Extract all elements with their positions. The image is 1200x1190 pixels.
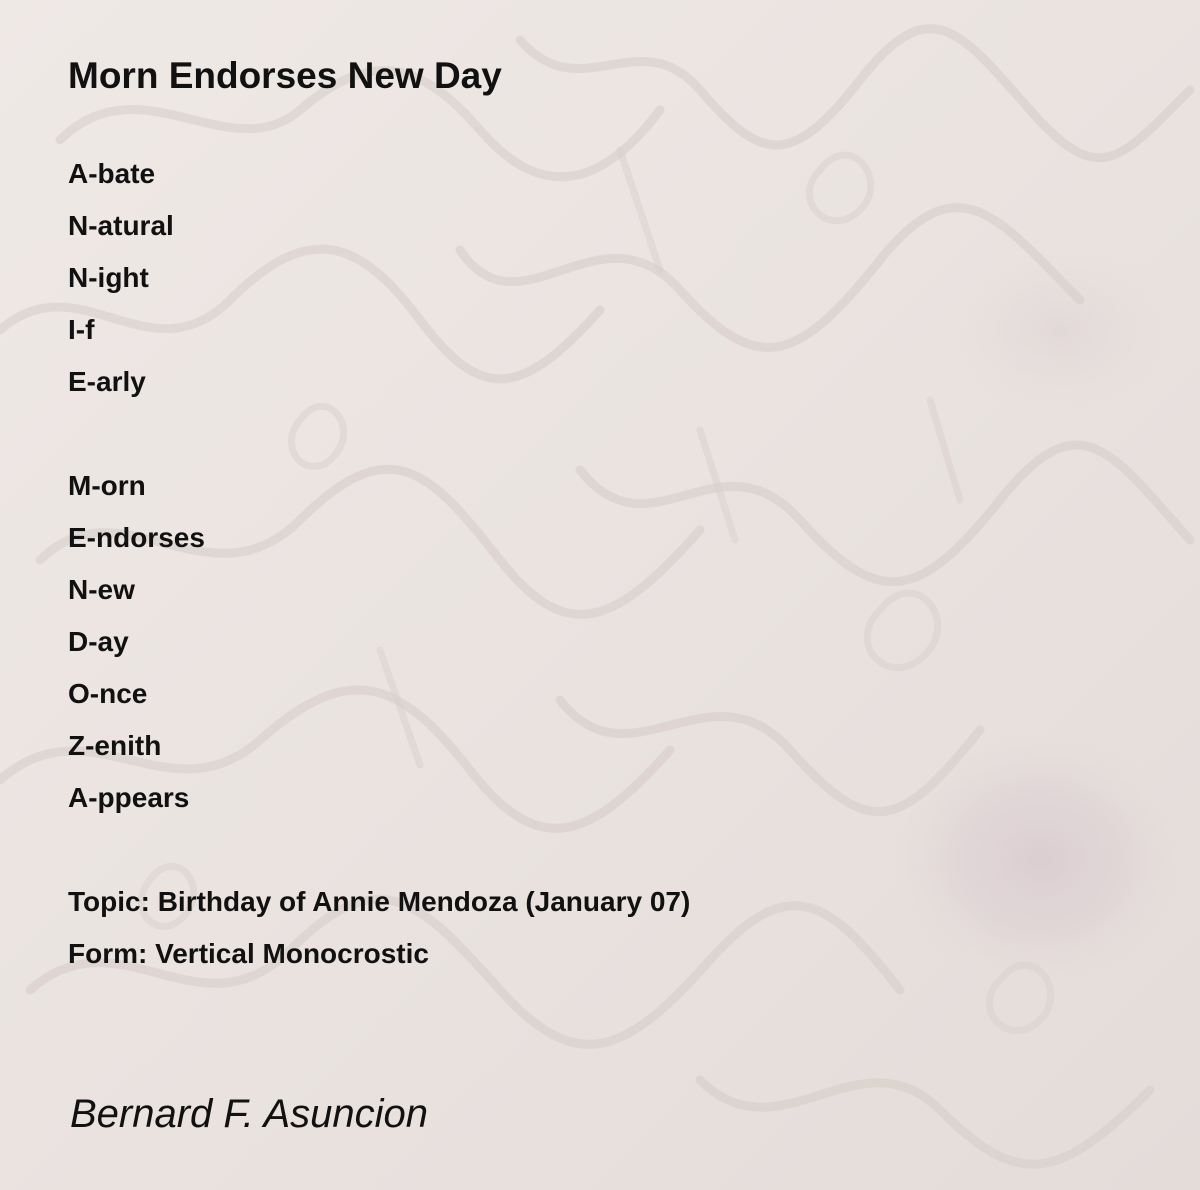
- poem-line: O-nce: [68, 678, 148, 709]
- stanza-1: [68, 148, 174, 408]
- poem-line: Z-enith: [68, 730, 162, 761]
- poem-line: M-orn: [68, 470, 146, 501]
- poem-line: N-atural: [68, 210, 174, 241]
- author-name: Bernard F. Asuncion: [70, 1092, 428, 1136]
- topic-line: Topic: Birthday of Annie Mendoza (January 07): [68, 886, 691, 917]
- poem-line: A-ppears: [68, 782, 190, 813]
- poem-line: I-f: [68, 314, 95, 345]
- poem-line: D-ay: [68, 626, 129, 657]
- poem-metadata: [68, 876, 690, 980]
- stain-upper-right: [940, 240, 1180, 420]
- poem-line: A-bate: [68, 158, 156, 189]
- stain-lower-right: [890, 730, 1190, 990]
- poem-line: E-arly: [68, 366, 146, 397]
- poem-line: N-ew: [68, 574, 135, 605]
- stanza-2: [68, 460, 205, 824]
- poem-line: N-ight: [68, 262, 149, 293]
- poem-line: E-ndorses: [68, 522, 205, 553]
- form-line: Form: Vertical Monocrostic: [68, 938, 429, 969]
- poem-title: Morn Endorses New Day: [68, 55, 502, 96]
